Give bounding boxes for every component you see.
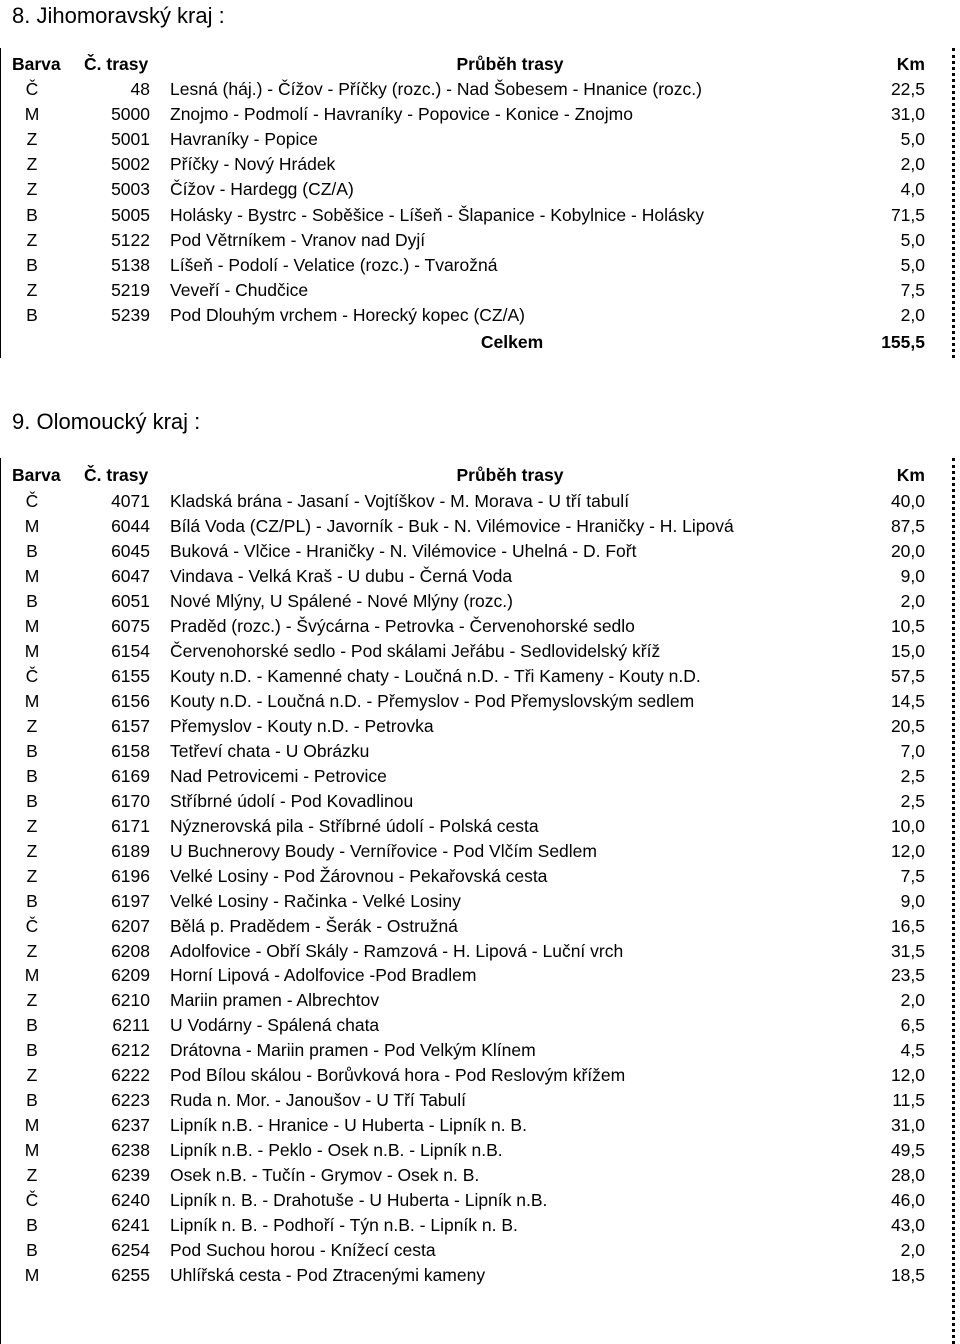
route-number: 6158 bbox=[111, 740, 150, 761]
route-number: 5239 bbox=[111, 304, 150, 325]
route-description: Nýznerovská pila - Stříbrné údolí - Polská cesta bbox=[170, 815, 539, 836]
table-header bbox=[0, 52, 951, 77]
total-km: 155,5 bbox=[881, 332, 925, 352]
route-description: Přemyslov - Kouty n.D. - Petrovka bbox=[170, 715, 434, 736]
route-color: B bbox=[26, 204, 38, 225]
route-number: 6207 bbox=[111, 915, 150, 936]
route-number: 5001 bbox=[111, 129, 150, 150]
route-km: 71,5 bbox=[890, 204, 925, 225]
route-description: Pod Suchou horou - Knížecí cesta bbox=[170, 1240, 436, 1261]
route-description: Lesná (háj.) - Čížov - Příčky (rozc.) - Nad Šobesem - Hnanice (rozc.) bbox=[170, 79, 702, 99]
route-number: 6223 bbox=[111, 1090, 150, 1111]
route-description: Mariin pramen - Albrechtov bbox=[170, 990, 380, 1011]
table-row bbox=[0, 1113, 951, 1138]
route-km: 31,5 bbox=[890, 940, 925, 961]
route-number: 6154 bbox=[111, 640, 150, 661]
route-description: Pod Větrníkem - Vranov nad Dyjí bbox=[170, 229, 426, 250]
table-row bbox=[0, 1088, 951, 1113]
table-row bbox=[0, 814, 951, 839]
table-row bbox=[0, 714, 951, 739]
route-number: 6156 bbox=[111, 690, 150, 711]
table-row bbox=[0, 988, 951, 1013]
route-km: 5,0 bbox=[900, 229, 925, 250]
route-number: 6211 bbox=[112, 1015, 150, 1036]
route-number: 5000 bbox=[111, 104, 150, 125]
table-row bbox=[0, 514, 951, 539]
route-color: M bbox=[24, 640, 40, 661]
route-description: Znojmo - Podmolí - Havraníky - Popovice - Konice - Znojmo bbox=[170, 104, 633, 125]
route-color: B bbox=[26, 590, 38, 611]
route-color: B bbox=[26, 1090, 38, 1111]
route-km: 12,0 bbox=[890, 840, 925, 861]
table-header bbox=[0, 463, 951, 488]
route-number: 6222 bbox=[111, 1065, 150, 1086]
route-color: Z bbox=[26, 990, 38, 1011]
route-km: 20,5 bbox=[890, 715, 925, 736]
route-color: Č bbox=[25, 79, 39, 99]
route-km: 2,0 bbox=[900, 590, 925, 611]
route-description: Pod Bílou skálou - Borůvková hora - Pod Reslovým křížem bbox=[170, 1065, 626, 1086]
route-number: 6237 bbox=[111, 1115, 150, 1136]
header-route: Průběh trasy bbox=[456, 54, 564, 74]
route-km: 16,5 bbox=[890, 915, 925, 936]
route-color: Č bbox=[25, 915, 39, 936]
route-number: 6047 bbox=[111, 565, 150, 586]
header-route: Průběh trasy bbox=[456, 465, 564, 485]
route-description: Veveří - Chudčice bbox=[170, 279, 309, 300]
route-km: 15,0 bbox=[890, 640, 925, 661]
table-row bbox=[0, 864, 951, 889]
table-row bbox=[0, 228, 951, 253]
route-description: Praděd (rozc.) - Švýcárna - Petrovka - Červenohorské sedlo bbox=[170, 615, 635, 636]
route-number: 6155 bbox=[111, 665, 150, 686]
route-number: 6209 bbox=[111, 965, 150, 986]
route-color: Z bbox=[26, 229, 38, 250]
route-color: M bbox=[24, 516, 40, 536]
route-color: B bbox=[26, 1040, 38, 1061]
route-description: Kouty n.D. - Kamenné chaty - Loučná n.D. - Tři Kameny - Kouty n.D. bbox=[170, 665, 701, 686]
route-km: 12,0 bbox=[890, 1065, 925, 1086]
route-number: 6241 bbox=[111, 1215, 150, 1236]
route-color: B bbox=[26, 1215, 38, 1236]
route-color: Z bbox=[26, 940, 38, 961]
route-km: 23,5 bbox=[890, 965, 925, 986]
table-row bbox=[0, 203, 951, 228]
route-color: M bbox=[24, 1115, 40, 1136]
route-color: B bbox=[26, 740, 38, 761]
route-km: 5,0 bbox=[900, 254, 925, 275]
table-row bbox=[0, 689, 951, 714]
table-row bbox=[0, 1063, 951, 1088]
table-row bbox=[0, 789, 951, 814]
route-km: 2,0 bbox=[900, 990, 925, 1011]
table-row bbox=[0, 278, 951, 303]
route-number: 4071 bbox=[111, 491, 150, 511]
route-number: 6075 bbox=[111, 615, 150, 636]
route-number: 6197 bbox=[111, 890, 150, 911]
route-number: 5138 bbox=[111, 254, 150, 275]
route-color: B bbox=[26, 254, 38, 275]
route-color: B bbox=[26, 1015, 38, 1036]
header-km: Km bbox=[896, 465, 925, 485]
route-km: 9,0 bbox=[900, 890, 925, 911]
route-description: Adolfovice - Obří Skály - Ramzová - H. Lipová - Luční vrch bbox=[170, 940, 624, 961]
route-description: Lipník n.B. - Hranice - U Huberta - Lipník n. B. bbox=[170, 1115, 527, 1136]
route-number: 6196 bbox=[111, 865, 150, 886]
header-km: Km bbox=[896, 54, 925, 74]
route-color: Z bbox=[26, 715, 38, 736]
route-description: Havraníky - Popice bbox=[170, 129, 318, 150]
route-color: B bbox=[26, 540, 38, 561]
route-description: Lipník n. B. - Podhoří - Týn n.B. - Lipník n. B. bbox=[170, 1215, 518, 1236]
route-color: B bbox=[26, 1240, 38, 1261]
route-color: M bbox=[24, 965, 40, 986]
route-km: 40,0 bbox=[890, 491, 925, 511]
route-color: M bbox=[24, 615, 40, 636]
header-color: Barva bbox=[12, 54, 61, 74]
table-row bbox=[0, 127, 951, 152]
table-row bbox=[0, 614, 951, 639]
table-row bbox=[0, 664, 951, 689]
route-description: Holásky - Bystrc - Soběšice - Líšeň - Šlapanice - Kobylnice - Holásky bbox=[170, 204, 704, 225]
table-row bbox=[0, 77, 951, 102]
route-color: M bbox=[24, 565, 40, 586]
route-km: 2,5 bbox=[900, 765, 925, 786]
route-description: Příčky - Nový Hrádek bbox=[170, 154, 336, 175]
route-color: Č bbox=[25, 665, 39, 686]
table-row bbox=[0, 963, 951, 988]
route-number: 48 bbox=[130, 79, 150, 99]
route-km: 2,5 bbox=[900, 790, 925, 811]
table-row bbox=[0, 489, 951, 514]
route-description: Uhlířská cesta - Pod Ztracenými kameny bbox=[170, 1265, 486, 1286]
route-km: 18,5 bbox=[890, 1265, 925, 1286]
route-color: Č bbox=[25, 1190, 39, 1211]
table-row bbox=[0, 914, 951, 939]
route-km: 46,0 bbox=[890, 1190, 925, 1211]
table-row bbox=[0, 639, 951, 664]
route-color: Z bbox=[26, 129, 38, 150]
route-description: Velké Losiny - Pod Žárovnou - Pekařovská cesta bbox=[170, 865, 548, 886]
route-description: Kladská brána - Jasaní - Vojtíškov - M. Morava - U tří tabulí bbox=[170, 491, 630, 511]
total-row bbox=[0, 330, 951, 355]
route-km: 87,5 bbox=[890, 516, 925, 536]
route-km: 11,5 bbox=[892, 1090, 925, 1111]
route-color: B bbox=[26, 765, 38, 786]
route-description: Drátovna - Mariin pramen - Pod Velkým Klínem bbox=[170, 1040, 536, 1061]
total-label: Celkem bbox=[480, 332, 544, 352]
route-color: Z bbox=[26, 865, 38, 886]
route-km: 7,0 bbox=[900, 740, 925, 761]
route-description: Vindava - Velká Kraš - U dubu - Černá Voda bbox=[170, 565, 513, 586]
table-row bbox=[0, 539, 951, 564]
route-number: 6212 bbox=[111, 1040, 150, 1061]
table-row bbox=[0, 739, 951, 764]
route-number: 6210 bbox=[111, 990, 150, 1011]
route-color: B bbox=[26, 790, 38, 811]
route-description: Červenohorské sedlo - Pod skálami Jeřábu - Sedlovidelský kříž bbox=[170, 640, 661, 661]
route-km: 22,5 bbox=[890, 79, 925, 99]
route-km: 4,0 bbox=[900, 179, 925, 200]
route-color: Č bbox=[25, 491, 39, 511]
route-number: 5003 bbox=[111, 179, 150, 200]
route-km: 9,0 bbox=[900, 565, 925, 586]
route-description: Pod Dlouhým vrchem - Horecký kopec (CZ/A) bbox=[170, 304, 525, 325]
table-row bbox=[0, 1138, 951, 1163]
route-number: 6051 bbox=[111, 590, 150, 611]
route-color: Z bbox=[26, 840, 38, 861]
route-km: 10,5 bbox=[890, 615, 925, 636]
route-number: 6171 bbox=[111, 815, 150, 836]
header-color: Barva bbox=[12, 465, 61, 485]
route-description: Stříbrné údolí - Pod Kovadlinou bbox=[170, 790, 414, 811]
route-km: 10,0 bbox=[890, 815, 925, 836]
route-color: M bbox=[24, 1265, 40, 1286]
route-km: 57,5 bbox=[890, 665, 925, 686]
route-color: M bbox=[24, 690, 40, 711]
route-description: Velké Losiny - Račinka - Velké Losiny bbox=[170, 890, 461, 911]
route-km: 2,0 bbox=[900, 154, 925, 175]
table-row bbox=[0, 102, 951, 127]
table-row bbox=[0, 253, 951, 278]
route-number: 6189 bbox=[111, 840, 150, 861]
route-km: 31,0 bbox=[890, 104, 925, 125]
route-description: Tetřeví chata - U Obrázku bbox=[170, 740, 370, 761]
route-description: Bělá p. Pradědem - Šerák - Ostružná bbox=[170, 915, 458, 936]
route-number: 6255 bbox=[111, 1265, 150, 1286]
route-color: B bbox=[26, 890, 38, 911]
route-number: 6239 bbox=[111, 1165, 150, 1186]
route-description: U Buchnerovy Boudy - Vernířovice - Pod Vlčím Sedlem bbox=[170, 840, 597, 861]
route-description: Nad Petrovicemi - Petrovice bbox=[170, 765, 387, 786]
route-color: Z bbox=[26, 1065, 38, 1086]
route-number: 5002 bbox=[111, 154, 150, 175]
route-km: 6,5 bbox=[900, 1015, 925, 1036]
section-title: 8. Jihomoravský kraj : bbox=[12, 3, 225, 28]
route-km: 2,0 bbox=[900, 304, 925, 325]
route-description: Bílá Voda (CZ/PL) - Javorník - Buk - N. Vilémovice - Hraničky - H. Lipová bbox=[170, 516, 734, 536]
route-description: Čížov - Hardegg (CZ/A) bbox=[170, 179, 354, 200]
table-row bbox=[0, 889, 951, 914]
route-km: 49,5 bbox=[890, 1140, 925, 1161]
route-km: 5,0 bbox=[900, 129, 925, 150]
route-number: 6240 bbox=[111, 1190, 150, 1211]
route-description: Kouty n.D. - Loučná n.D. - Přemyslov - Pod Přemyslovským sedlem bbox=[170, 690, 695, 711]
route-km: 7,5 bbox=[900, 279, 925, 300]
route-number: 6170 bbox=[111, 790, 150, 811]
section-title: 9. Olomoucký kraj : bbox=[12, 409, 201, 434]
route-km: 43,0 bbox=[890, 1215, 925, 1236]
table-row bbox=[0, 1188, 951, 1213]
route-km: 31,0 bbox=[890, 1115, 925, 1136]
route-description: Ruda n. Mor. - Janoušov - U Tří Tabulí bbox=[170, 1090, 467, 1111]
route-number: 6044 bbox=[111, 516, 150, 536]
route-description: Lipník n.B. - Peklo - Osek n.B. - Lipník n.B. bbox=[170, 1140, 503, 1161]
route-km: 14,5 bbox=[890, 690, 925, 711]
table-row bbox=[0, 1238, 951, 1263]
route-number: 6238 bbox=[111, 1140, 150, 1161]
route-number: 6169 bbox=[111, 765, 150, 786]
route-description: Osek n.B. - Tučín - Grymov - Osek n. B. bbox=[170, 1165, 480, 1186]
route-number: 6208 bbox=[111, 940, 150, 961]
route-number: 5219 bbox=[111, 279, 150, 300]
header-number: Č. trasy bbox=[84, 465, 149, 485]
route-number: 5005 bbox=[111, 204, 150, 225]
table-row bbox=[0, 589, 951, 614]
table-row bbox=[0, 1213, 951, 1238]
route-description: Horní Lipová - Adolfovice -Pod Bradlem bbox=[170, 965, 477, 986]
table-row bbox=[0, 1038, 951, 1063]
route-km: 4,5 bbox=[900, 1040, 925, 1061]
route-description: Nové Mlýny, U Spálené - Nové Mlýny (rozc.) bbox=[170, 590, 513, 611]
route-description: Buková - Vlčice - Hraničky - N. Vilémovice - Uhelná - D. Fořt bbox=[170, 540, 637, 561]
route-color: Z bbox=[26, 154, 38, 175]
route-color: B bbox=[26, 304, 38, 325]
route-description: U Vodárny - Spálená chata bbox=[170, 1015, 380, 1036]
table-row bbox=[0, 177, 951, 202]
route-description: Líšeň - Podolí - Velatice (rozc.) - Tvarožná bbox=[170, 254, 498, 275]
table-row bbox=[0, 152, 951, 177]
table-row bbox=[0, 939, 951, 964]
route-number: 6157 bbox=[111, 715, 150, 736]
route-km: 2,0 bbox=[900, 1240, 925, 1261]
table-row bbox=[0, 564, 951, 589]
route-color: Z bbox=[26, 279, 38, 300]
route-number: 6254 bbox=[111, 1240, 150, 1261]
route-description: Lipník n. B. - Drahotuše - U Huberta - Lipník n.B. bbox=[170, 1190, 548, 1211]
route-color: M bbox=[24, 1140, 40, 1161]
table-row bbox=[0, 1163, 951, 1188]
table-row bbox=[0, 764, 951, 789]
route-number: 6045 bbox=[111, 540, 150, 561]
table-row bbox=[0, 1263, 951, 1288]
route-color: Z bbox=[26, 815, 38, 836]
route-color: Z bbox=[26, 179, 38, 200]
route-number: 5122 bbox=[111, 229, 150, 250]
table-row bbox=[0, 1013, 951, 1038]
route-km: 20,0 bbox=[890, 540, 925, 561]
route-km: 7,5 bbox=[900, 865, 925, 886]
header-number: Č. trasy bbox=[84, 54, 149, 74]
route-color: Z bbox=[26, 1165, 38, 1186]
table-row bbox=[0, 303, 951, 328]
route-color: M bbox=[24, 104, 40, 125]
route-km: 28,0 bbox=[890, 1165, 925, 1186]
table-row bbox=[0, 839, 951, 864]
